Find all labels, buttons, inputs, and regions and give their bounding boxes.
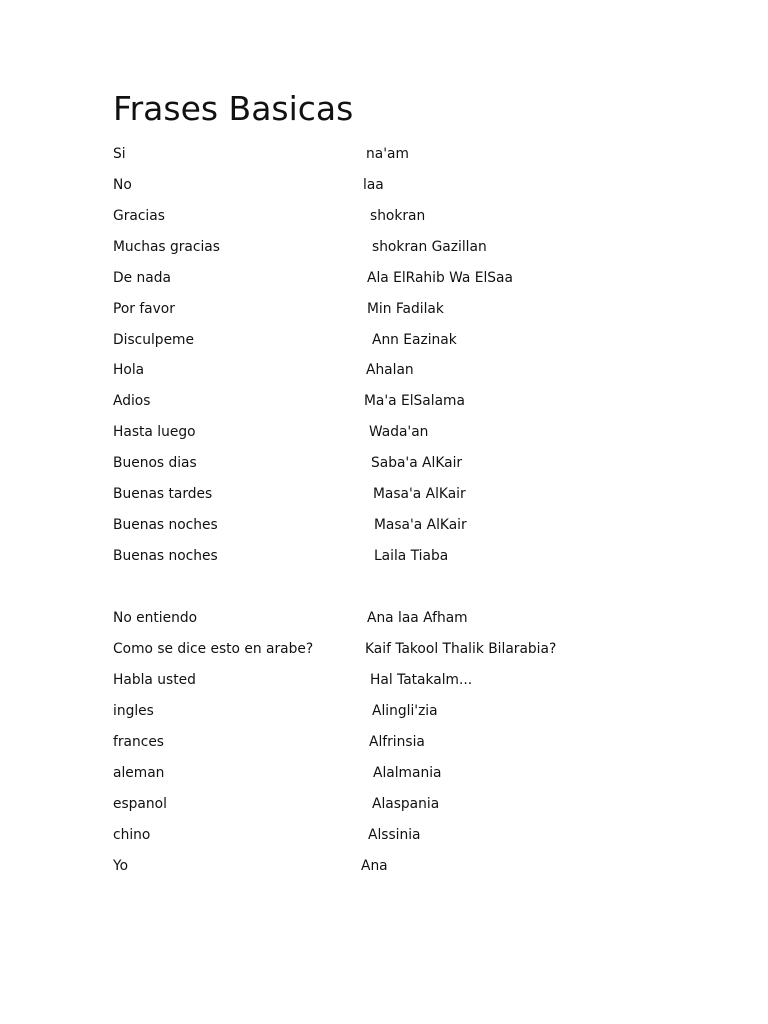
- phrase-row: [113, 299, 733, 319]
- spanish-phrase: Buenas noches: [113, 548, 218, 564]
- arabic-translation: Ala ElRahib Wa ElSaa: [367, 270, 513, 286]
- phrase-row: [113, 484, 733, 504]
- arabic-translation: Kaif Takool Thalik Bilarabia?: [365, 641, 557, 657]
- arabic-translation: na'am: [366, 146, 409, 162]
- arabic-translation: Laila Tiaba: [374, 548, 449, 564]
- arabic-translation: Alfrinsia: [369, 734, 425, 750]
- arabic-translation: Alssinia: [368, 827, 421, 843]
- spanish-phrase: Habla usted: [113, 672, 196, 688]
- phrase-row: [113, 206, 733, 226]
- spanish-phrase: Disculpeme: [113, 332, 194, 348]
- phrase-row: [113, 237, 733, 257]
- arabic-translation: Min Fadilak: [367, 301, 444, 317]
- phrase-row: [113, 175, 733, 195]
- arabic-translation: Masa'a AlKair: [373, 486, 466, 502]
- phrase-row: [113, 422, 733, 442]
- spanish-phrase: Adios: [113, 393, 151, 409]
- arabic-translation: Masa'a AlKair: [374, 517, 467, 533]
- spanish-phrase: Hola: [113, 362, 145, 378]
- phrase-row: [113, 794, 733, 814]
- arabic-translation: laa: [363, 177, 384, 193]
- phrase-row: [113, 763, 733, 783]
- page-title: Frases Basicas: [113, 89, 354, 128]
- spanish-phrase: Si: [113, 146, 126, 162]
- phrase-row: [113, 732, 733, 752]
- spanish-phrase: aleman: [113, 765, 165, 781]
- arabic-translation: Ahalan: [366, 362, 414, 378]
- phrase-row: [113, 546, 733, 566]
- phrase-row: [113, 453, 733, 473]
- arabic-translation: Alingli'zia: [372, 703, 438, 719]
- arabic-translation: Wada'an: [369, 424, 429, 440]
- spanish-phrase: Por favor: [113, 301, 175, 317]
- spanish-phrase: Buenas tardes: [113, 486, 213, 502]
- spanish-phrase: Hasta luego: [113, 424, 196, 440]
- arabic-translation: Alaspania: [372, 796, 440, 812]
- phrase-row: [113, 608, 733, 628]
- arabic-translation: Ma'a ElSalama: [364, 393, 465, 409]
- spanish-phrase: espanol: [113, 796, 167, 812]
- phrase-row: [113, 639, 733, 659]
- phrase-row: [113, 701, 733, 721]
- phrase-row: [113, 825, 733, 845]
- spanish-phrase: chino: [113, 827, 151, 843]
- arabic-translation: shokran Gazillan: [372, 239, 487, 255]
- arabic-translation: Ana: [361, 858, 388, 874]
- spanish-phrase: Buenas noches: [113, 517, 218, 533]
- arabic-translation: Ana laa Afham: [367, 610, 468, 626]
- spanish-phrase: Como se dice esto en arabe?: [113, 641, 314, 657]
- arabic-translation: Hal Tatakalm...: [370, 672, 473, 688]
- arabic-translation: Saba'a AlKair: [371, 455, 463, 471]
- phrase-row: [113, 144, 733, 164]
- spanish-phrase: No: [113, 177, 132, 193]
- spanish-phrase: Buenos dias: [113, 455, 197, 471]
- spanish-phrase: ingles: [113, 703, 154, 719]
- arabic-translation: Ann Eazinak: [372, 332, 457, 348]
- spanish-phrase: De nada: [113, 270, 171, 286]
- phrase-row: [113, 330, 733, 350]
- spanish-phrase: frances: [113, 734, 164, 750]
- phrase-row: [113, 856, 733, 876]
- arabic-translation: shokran: [370, 208, 426, 224]
- spanish-phrase: Muchas gracias: [113, 239, 220, 255]
- spanish-phrase: No entiendo: [113, 610, 198, 626]
- phrase-row: [113, 391, 733, 411]
- spanish-phrase: Gracias: [113, 208, 165, 224]
- spanish-phrase: Yo: [113, 858, 129, 874]
- phrase-row: [113, 268, 733, 288]
- phrase-row: [113, 670, 733, 690]
- phrase-row: [113, 360, 733, 380]
- phrase-row: [113, 515, 733, 535]
- arabic-translation: Alalmania: [373, 765, 442, 781]
